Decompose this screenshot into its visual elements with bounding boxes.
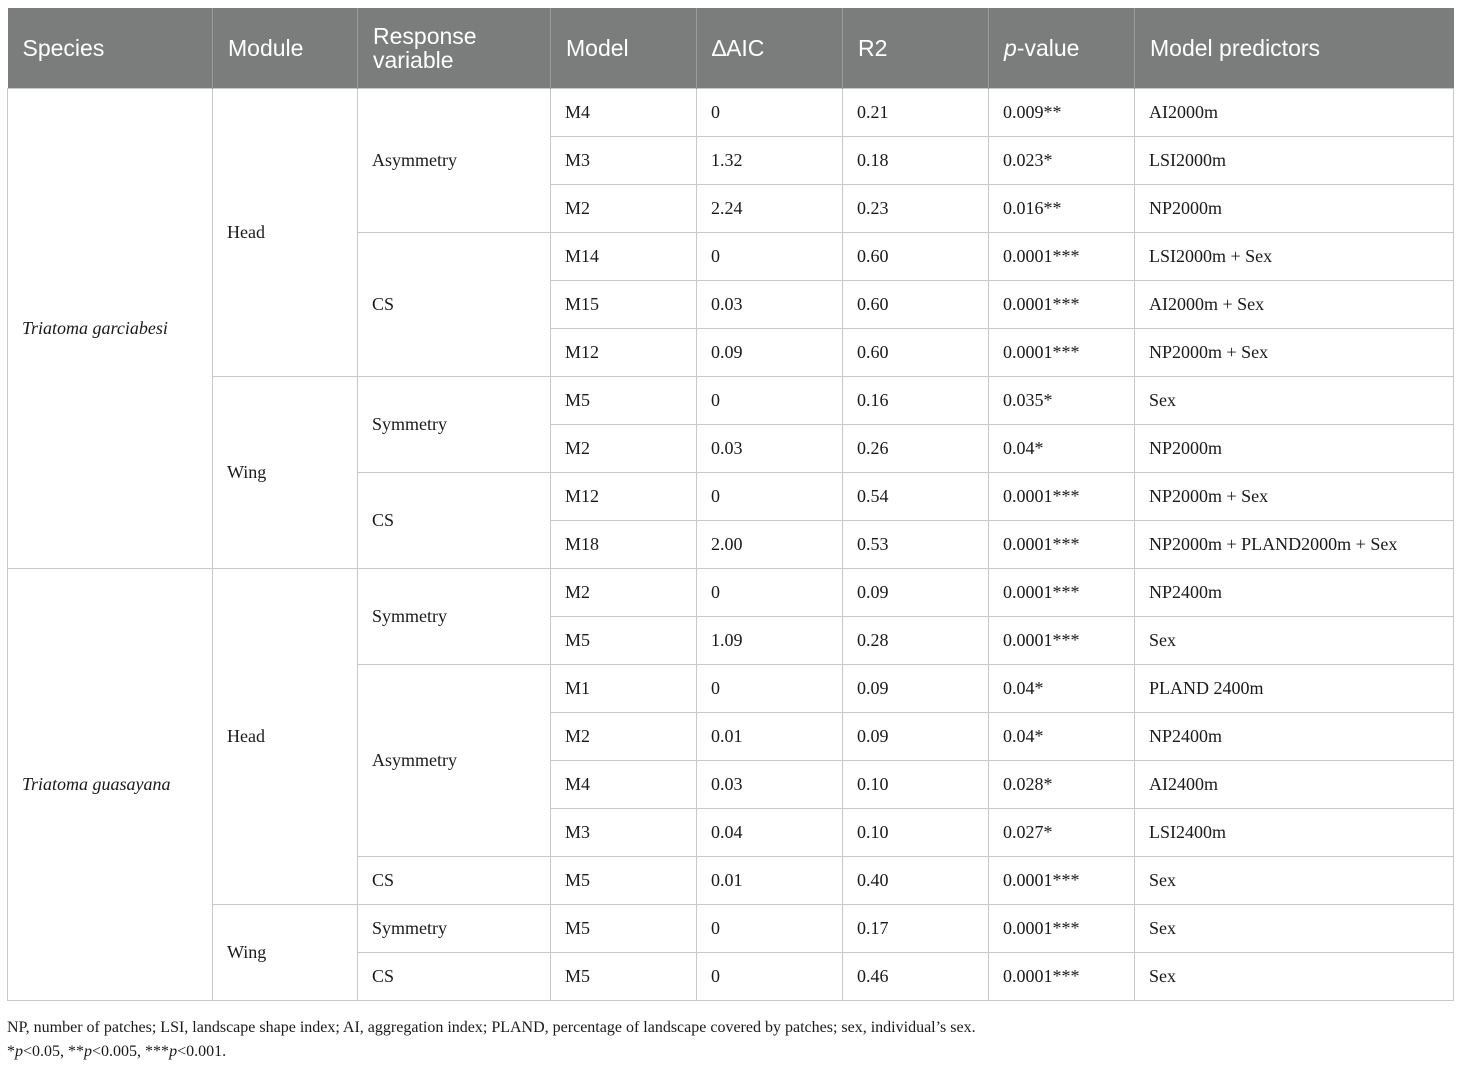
p-value-cell: 0.035*	[989, 376, 1135, 424]
predictors-cell: LSI2000m + Sex	[1135, 232, 1454, 280]
predictors-cell: NP2000m + Sex	[1135, 328, 1454, 376]
r2-cell: 0.09	[843, 712, 989, 760]
delta-aic-cell: 0.03	[697, 280, 843, 328]
model-cell: M15	[551, 280, 697, 328]
delta-aic-cell: 2.00	[697, 520, 843, 568]
delta-aic-cell: 0.03	[697, 424, 843, 472]
delta-aic-cell: 0	[697, 232, 843, 280]
results-table	[7, 8, 1454, 1001]
header-p-value: p-value	[989, 8, 1135, 88]
p-value-cell: 0.0001***	[989, 232, 1135, 280]
module-cell: Head	[213, 88, 358, 376]
delta-aic-cell: 0	[697, 472, 843, 520]
r2-cell: 0.26	[843, 424, 989, 472]
model-cell: M2	[551, 568, 697, 616]
model-cell: M3	[551, 136, 697, 184]
p-value-cell: 0.0001***	[989, 856, 1135, 904]
p-value-cell: 0.016**	[989, 184, 1135, 232]
predictors-cell: NP2000m	[1135, 424, 1454, 472]
table-body	[8, 88, 1454, 1000]
p-value-cell: 0.0001***	[989, 328, 1135, 376]
response-variable-cell: CS	[358, 952, 551, 1000]
header-species: Species	[8, 8, 213, 88]
r2-cell: 0.17	[843, 904, 989, 952]
module-cell: Wing	[213, 904, 358, 1000]
r2-cell: 0.60	[843, 280, 989, 328]
predictors-cell: Sex	[1135, 952, 1454, 1000]
delta-aic-cell: 0.01	[697, 712, 843, 760]
r2-cell: 0.46	[843, 952, 989, 1000]
predictors-cell: LSI2000m	[1135, 136, 1454, 184]
delta-aic-cell: 1.32	[697, 136, 843, 184]
table-row	[8, 904, 1454, 952]
predictors-cell: NP2000m + PLAND2000m + Sex	[1135, 520, 1454, 568]
header-r2: R2	[843, 8, 989, 88]
r2-cell: 0.60	[843, 232, 989, 280]
delta-aic-cell: 0	[697, 952, 843, 1000]
delta-aic-cell: 1.09	[697, 616, 843, 664]
table-row	[8, 568, 1454, 616]
r2-cell: 0.28	[843, 616, 989, 664]
delta-aic-cell: 0	[697, 664, 843, 712]
delta-aic-cell: 0.01	[697, 856, 843, 904]
model-cell: M5	[551, 904, 697, 952]
model-cell: M5	[551, 952, 697, 1000]
delta-aic-cell: 0.03	[697, 760, 843, 808]
abbreviations-note: NP, number of patches; LSI, landscape shape index; AI, aggregation index; PLAND, percentage of landscape covered by patches; sex, individual’s sex.	[7, 1019, 976, 1036]
model-cell: M12	[551, 472, 697, 520]
header-module: Module	[213, 8, 358, 88]
p-value-cell: 0.0001***	[989, 280, 1135, 328]
model-cell: M4	[551, 88, 697, 136]
model-cell: M5	[551, 616, 697, 664]
p-value-cell: 0.0001***	[989, 568, 1135, 616]
predictors-cell: Sex	[1135, 856, 1454, 904]
predictors-cell: AI2000m + Sex	[1135, 280, 1454, 328]
header-model-predictors: Model predictors	[1135, 8, 1454, 88]
response-variable-cell: CS	[358, 232, 551, 376]
p-value-cell: 0.023*	[989, 136, 1135, 184]
model-cell: M2	[551, 424, 697, 472]
r2-cell: 0.53	[843, 520, 989, 568]
model-cell: M14	[551, 232, 697, 280]
r2-cell: 0.10	[843, 808, 989, 856]
response-variable-cell: Asymmetry	[358, 664, 551, 856]
model-cell: M18	[551, 520, 697, 568]
response-variable-cell: CS	[358, 856, 551, 904]
r2-cell: 0.23	[843, 184, 989, 232]
delta-aic-cell: 0.04	[697, 808, 843, 856]
r2-cell: 0.54	[843, 472, 989, 520]
predictors-cell: LSI2400m	[1135, 808, 1454, 856]
r2-cell: 0.40	[843, 856, 989, 904]
predictors-cell: NP2400m	[1135, 712, 1454, 760]
r2-cell: 0.60	[843, 328, 989, 376]
table-row	[8, 376, 1454, 424]
p-value-cell: 0.0001***	[989, 520, 1135, 568]
model-cell: M1	[551, 664, 697, 712]
predictors-cell: PLAND 2400m	[1135, 664, 1454, 712]
predictors-cell: Sex	[1135, 376, 1454, 424]
p-value-cell: 0.0001***	[989, 952, 1135, 1000]
p-value-cell: 0.0001***	[989, 472, 1135, 520]
table-row	[8, 88, 1454, 136]
p-value-cell: 0.0001***	[989, 616, 1135, 664]
r2-cell: 0.10	[843, 760, 989, 808]
module-cell: Wing	[213, 376, 358, 568]
model-cell: M12	[551, 328, 697, 376]
response-variable-cell: CS	[358, 472, 551, 568]
delta-aic-cell: 0	[697, 568, 843, 616]
predictors-cell: AI2000m	[1135, 88, 1454, 136]
model-cell: M4	[551, 760, 697, 808]
model-cell: M2	[551, 184, 697, 232]
delta-aic-cell: 0.09	[697, 328, 843, 376]
header-model: Model	[551, 8, 697, 88]
module-cell: Head	[213, 568, 358, 904]
significance-note: *p<0.05, **p<0.005, ***p<0.001.	[7, 1043, 227, 1060]
r2-cell: 0.09	[843, 568, 989, 616]
delta-aic-cell: 0	[697, 904, 843, 952]
r2-cell: 0.18	[843, 136, 989, 184]
header-row	[8, 8, 1454, 88]
delta-aic-cell: 0	[697, 376, 843, 424]
p-value-cell: 0.04*	[989, 712, 1135, 760]
model-cell: M3	[551, 808, 697, 856]
p-value-cell: 0.04*	[989, 664, 1135, 712]
p-value-cell: 0.009**	[989, 88, 1135, 136]
predictors-cell: NP2000m	[1135, 184, 1454, 232]
model-cell: M5	[551, 856, 697, 904]
header-delta-aic: ∆AIC	[697, 8, 843, 88]
r2-cell: 0.16	[843, 376, 989, 424]
predictors-cell: AI2400m	[1135, 760, 1454, 808]
p-value-cell: 0.04*	[989, 424, 1135, 472]
response-variable-cell: Symmetry	[358, 904, 551, 952]
predictors-cell: Sex	[1135, 616, 1454, 664]
response-variable-cell: Symmetry	[358, 568, 551, 664]
model-cell: M2	[551, 712, 697, 760]
p-value-cell: 0.027*	[989, 808, 1135, 856]
predictors-cell: NP2400m	[1135, 568, 1454, 616]
p-italic: p	[1004, 34, 1017, 61]
table-footnotes	[7, 1016, 976, 1064]
delta-aic-cell: 0	[697, 88, 843, 136]
delta-aic-cell: 2.24	[697, 184, 843, 232]
header-response-variable: Response variable	[358, 8, 551, 88]
p-value-cell: 0.028*	[989, 760, 1135, 808]
model-cell: M5	[551, 376, 697, 424]
species-cell: Triatoma guasayana	[8, 568, 213, 1000]
predictors-cell: NP2000m + Sex	[1135, 472, 1454, 520]
p-value-cell: 0.0001***	[989, 904, 1135, 952]
species-cell: Triatoma garciabesi	[8, 88, 213, 568]
r2-cell: 0.09	[843, 664, 989, 712]
r2-cell: 0.21	[843, 88, 989, 136]
response-variable-cell: Asymmetry	[358, 88, 551, 232]
response-variable-cell: Symmetry	[358, 376, 551, 472]
predictors-cell: Sex	[1135, 904, 1454, 952]
